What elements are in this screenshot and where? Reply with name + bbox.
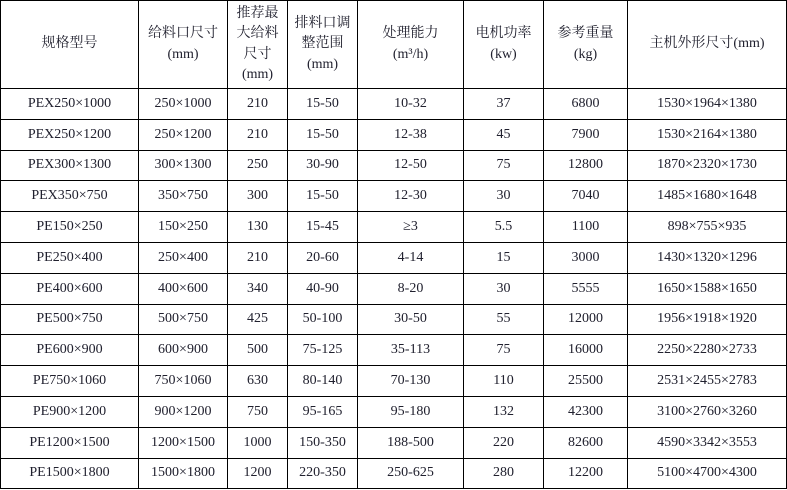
table-row xyxy=(1,273,787,304)
column-header-label: 电机功率 xyxy=(475,26,532,42)
table-cell: PE500×750 xyxy=(1,304,139,335)
column-header-motor-power xyxy=(464,1,544,89)
table-cell: ≥3 xyxy=(358,212,464,243)
table-cell: 75-125 xyxy=(288,335,358,366)
table-cell: 75 xyxy=(464,150,544,181)
table-cell: 15-50 xyxy=(288,181,358,212)
table-row xyxy=(1,181,787,212)
table-cell: 1485×1680×1648 xyxy=(628,181,787,212)
table-cell: PEX250×1200 xyxy=(1,119,139,150)
table-cell: 5.5 xyxy=(464,212,544,243)
table-cell: 188-500 xyxy=(358,427,464,458)
table-cell: 12200 xyxy=(544,458,628,489)
table-cell: 75 xyxy=(464,335,544,366)
table-cell: 1650×1588×1650 xyxy=(628,273,787,304)
table-cell: 210 xyxy=(228,242,288,273)
table-cell: 300×1300 xyxy=(139,150,228,181)
column-header-label: 排料口调整范围 xyxy=(294,16,351,52)
table-cell: 15 xyxy=(464,242,544,273)
column-header-label: 参考重量 xyxy=(557,26,614,42)
table-cell: 300 xyxy=(228,181,288,212)
table-cell: 1200 xyxy=(228,458,288,489)
table-cell: 30 xyxy=(464,273,544,304)
table-cell: 95-180 xyxy=(358,396,464,427)
table-cell: 250×1000 xyxy=(139,89,228,120)
table-header xyxy=(1,1,787,89)
table-cell: 7900 xyxy=(544,119,628,150)
table-cell: 15-50 xyxy=(288,119,358,150)
table-cell: 15-45 xyxy=(288,212,358,243)
table-row xyxy=(1,89,787,120)
table-cell: 8-20 xyxy=(358,273,464,304)
table-cell: 16000 xyxy=(544,335,628,366)
table-row xyxy=(1,212,787,243)
column-header-unit: (mm) xyxy=(306,56,339,72)
table-cell: 10-32 xyxy=(358,89,464,120)
table-cell: 5100×4700×4300 xyxy=(628,458,787,489)
table-row xyxy=(1,366,787,397)
table-cell: 1500×1800 xyxy=(139,458,228,489)
column-header-unit: (m³/h) xyxy=(392,46,429,62)
table-cell: 1100 xyxy=(544,212,628,243)
table-cell: 150×250 xyxy=(139,212,228,243)
table-cell: 6800 xyxy=(544,89,628,120)
table-cell: 500×750 xyxy=(139,304,228,335)
table-cell: PE900×1200 xyxy=(1,396,139,427)
table-cell: 210 xyxy=(228,119,288,150)
table-cell: 1530×1964×1380 xyxy=(628,89,787,120)
table-row xyxy=(1,335,787,366)
table-cell: 425 xyxy=(228,304,288,335)
column-header-unit: (kg) xyxy=(573,46,598,62)
column-header-capacity xyxy=(358,1,464,89)
column-header-unit: (mm) xyxy=(241,66,274,82)
table-cell: 400×600 xyxy=(139,273,228,304)
table-cell: 82600 xyxy=(544,427,628,458)
table-cell: PE400×600 xyxy=(1,273,139,304)
table-row xyxy=(1,427,787,458)
table-cell: 35-113 xyxy=(358,335,464,366)
table-cell: 1530×2164×1380 xyxy=(628,119,787,150)
table-cell: 2250×2280×2733 xyxy=(628,335,787,366)
table-cell: 4590×3342×3553 xyxy=(628,427,787,458)
column-header-label: 主机外形尺寸(mm) xyxy=(649,36,765,52)
table-cell: 4-14 xyxy=(358,242,464,273)
table-cell: 1200×1500 xyxy=(139,427,228,458)
table-cell: 630 xyxy=(228,366,288,397)
table-row xyxy=(1,458,787,489)
table-row xyxy=(1,119,787,150)
table-cell: 40-90 xyxy=(288,273,358,304)
table-cell: 20-60 xyxy=(288,242,358,273)
table-cell: PE1200×1500 xyxy=(1,427,139,458)
column-header-discharge-range xyxy=(288,1,358,89)
column-header-label: 处理能力 xyxy=(382,26,439,42)
table-cell: 55 xyxy=(464,304,544,335)
table-cell: 95-165 xyxy=(288,396,358,427)
column-header-model xyxy=(1,1,139,89)
column-header-unit: (mm) xyxy=(167,46,199,62)
table-cell: 1430×1320×1296 xyxy=(628,242,787,273)
table-cell: 3000 xyxy=(544,242,628,273)
table-cell: 1956×1918×1920 xyxy=(628,304,787,335)
table-cell: 42300 xyxy=(544,396,628,427)
table-cell: PE1500×1800 xyxy=(1,458,139,489)
table-cell: 12-38 xyxy=(358,119,464,150)
column-header-max-feed-size xyxy=(228,1,288,89)
table-cell: 600×900 xyxy=(139,335,228,366)
table-cell: PE600×900 xyxy=(1,335,139,366)
table-cell: PE250×400 xyxy=(1,242,139,273)
table-cell: PEX350×750 xyxy=(1,181,139,212)
table-cell: 250×1200 xyxy=(139,119,228,150)
table-cell: 900×1200 xyxy=(139,396,228,427)
table-cell: 37 xyxy=(464,89,544,120)
table-cell: 500 xyxy=(228,335,288,366)
table-cell: 350×750 xyxy=(139,181,228,212)
table-cell: 5555 xyxy=(544,273,628,304)
table-cell: 250 xyxy=(228,150,288,181)
column-header-label: 给料口尺寸 xyxy=(148,26,218,42)
table-cell: 150-350 xyxy=(288,427,358,458)
table-cell: 340 xyxy=(228,273,288,304)
table-cell: 30-50 xyxy=(358,304,464,335)
table-cell: 7040 xyxy=(544,181,628,212)
table-row xyxy=(1,150,787,181)
table-cell: 15-50 xyxy=(288,89,358,120)
table-cell: 25500 xyxy=(544,366,628,397)
table-cell: PEX300×1300 xyxy=(1,150,139,181)
table-cell: 12-30 xyxy=(358,181,464,212)
table-cell: 1000 xyxy=(228,427,288,458)
column-header-label: 规格型号 xyxy=(41,36,98,52)
table-cell: 45 xyxy=(464,119,544,150)
table-cell: 250×400 xyxy=(139,242,228,273)
table-cell: 12-50 xyxy=(358,150,464,181)
table-cell: 132 xyxy=(464,396,544,427)
column-header-label: 推荐最大给料尺寸 xyxy=(236,5,279,62)
table-cell: PE750×1060 xyxy=(1,366,139,397)
table-cell: 12000 xyxy=(544,304,628,335)
table-row xyxy=(1,396,787,427)
table-cell: 3100×2760×3260 xyxy=(628,396,787,427)
table-body xyxy=(1,89,787,489)
table-cell: 898×755×935 xyxy=(628,212,787,243)
column-header-feed-opening-size xyxy=(139,1,228,89)
table-cell: 130 xyxy=(228,212,288,243)
column-header-reference-weight xyxy=(544,1,628,89)
table-cell: 80-140 xyxy=(288,366,358,397)
table-cell: 750 xyxy=(228,396,288,427)
table-cell: 2531×2455×2783 xyxy=(628,366,787,397)
table-cell: 70-130 xyxy=(358,366,464,397)
header-row xyxy=(1,1,787,89)
table-cell: 50-100 xyxy=(288,304,358,335)
column-header-machine-dimensions xyxy=(628,1,787,89)
table-row xyxy=(1,304,787,335)
table-cell: 30-90 xyxy=(288,150,358,181)
table-row xyxy=(1,242,787,273)
table-cell: 250-625 xyxy=(358,458,464,489)
table-cell: 110 xyxy=(464,366,544,397)
table-cell: PEX250×1000 xyxy=(1,89,139,120)
table-cell: 750×1060 xyxy=(139,366,228,397)
column-header-unit: (kw) xyxy=(490,46,517,62)
table-cell: 220-350 xyxy=(288,458,358,489)
table-cell: 220 xyxy=(464,427,544,458)
table-cell: 210 xyxy=(228,89,288,120)
table-cell: 280 xyxy=(464,458,544,489)
table-cell: 12800 xyxy=(544,150,628,181)
table-cell: 30 xyxy=(464,181,544,212)
table-cell: PE150×250 xyxy=(1,212,139,243)
table-cell: 1870×2320×1730 xyxy=(628,150,787,181)
